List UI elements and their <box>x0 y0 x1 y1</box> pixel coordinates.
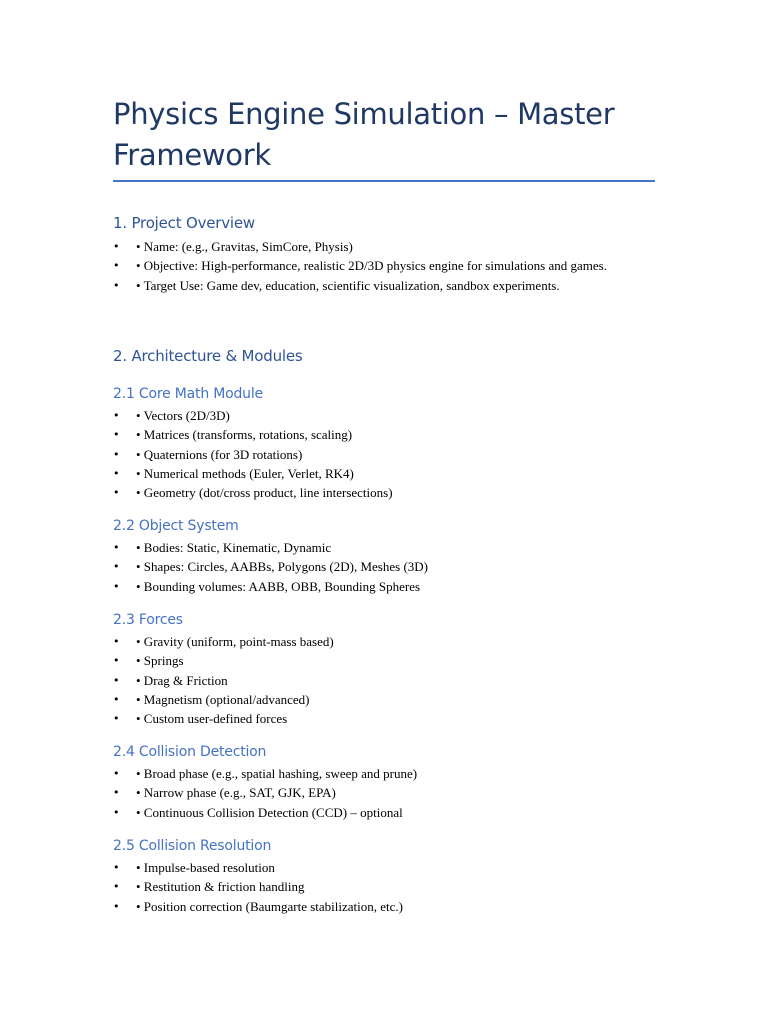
bullet-icon: • <box>113 712 120 726</box>
bullet-icon: • <box>113 579 120 593</box>
bullet-icon: • <box>113 409 120 422</box>
list-item <box>113 764 633 783</box>
list-item <box>113 237 633 256</box>
bullet-icon: • <box>113 278 120 292</box>
bullet-icon: • <box>113 673 120 687</box>
list-item-text: • Position correction (Baumgarte stabilization, etc.) <box>136 898 404 914</box>
list-item <box>113 877 633 896</box>
title-underline <box>113 180 655 182</box>
list-item <box>113 256 633 275</box>
list-item <box>113 690 633 709</box>
subsection-heading-object-system: 2.2 Object System <box>113 518 239 534</box>
bullet-icon: • <box>113 635 120 648</box>
section-heading-project-overview: 1. Project Overview <box>113 214 255 232</box>
list-item <box>113 577 633 596</box>
list-item-text: • Shapes: Circles, AABBs, Polygons (2D), Meshes (3D) <box>136 559 428 575</box>
list-item-text: • Broad phase (e.g., spatial hashing, sweep and prune) <box>136 766 418 781</box>
list-item <box>113 897 633 916</box>
bullet-icon: • <box>113 541 120 554</box>
list-item-text: • Name: (e.g., Gravitas, SimCore, Physis) <box>136 239 353 254</box>
list-item <box>113 651 633 670</box>
bullet-icon: • <box>113 240 120 253</box>
collision-detection-list <box>113 764 633 822</box>
bullet-icon: • <box>113 654 120 668</box>
bullet-icon: • <box>113 880 120 894</box>
list-item-text: • Numerical methods (Euler, Verlet, RK4) <box>136 465 354 481</box>
list-item-text: • Bodies: Static, Kinematic, Dynamic <box>136 540 332 555</box>
list-item <box>113 483 633 502</box>
list-item-text: • Target Use: Game dev, education, scientific visualization, sandbox experiments. <box>136 277 560 293</box>
list-item-text: • Bounding volumes: AABB, OBB, Bounding Spheres <box>136 578 421 594</box>
subsection-heading-collision-resolution: 2.5 Collision Resolution <box>113 838 272 854</box>
list-item-text: • Matrices (transforms, rotations, scaling) <box>136 427 353 443</box>
list-item <box>113 464 633 483</box>
list-item <box>113 276 633 295</box>
bullet-icon: • <box>113 767 120 780</box>
section-heading-architecture: 2. Architecture & Modules <box>113 347 303 365</box>
bullet-icon: • <box>113 692 120 706</box>
document-title: Physics Engine Simulation – Master Framework <box>113 97 615 172</box>
bullet-icon: • <box>113 899 120 913</box>
list-item-text: • Objective: High-performance, realistic 2D/3D physics engine for simulations and games. <box>136 258 607 274</box>
list-item-text: • Geometry (dot/cross product, line intersections) <box>136 485 393 501</box>
bullet-icon: • <box>113 486 120 500</box>
list-item <box>113 803 633 822</box>
list-item <box>113 445 633 464</box>
list-item-text: • Custom user-defined forces <box>136 711 288 727</box>
bullet-icon: • <box>113 861 120 874</box>
bullet-icon: • <box>113 447 120 461</box>
subsection-heading-collision-detection: 2.4 Collision Detection <box>113 744 267 760</box>
list-item-text: • Quaternions (for 3D rotations) <box>136 446 303 462</box>
list-item-text: • Impulse-based resolution <box>136 860 275 875</box>
list-item <box>113 858 633 877</box>
bullet-icon: • <box>113 805 120 819</box>
list-item <box>113 557 633 576</box>
bullet-icon: • <box>113 786 120 800</box>
subsection-heading-forces: 2.3 Forces <box>113 612 183 628</box>
list-item <box>113 709 633 728</box>
list-item <box>113 538 633 557</box>
bullet-icon: • <box>113 560 120 574</box>
list-item-text: • Narrow phase (e.g., SAT, GJK, EPA) <box>136 785 336 801</box>
core-math-list <box>113 406 633 502</box>
list-item-text: • Drag & Friction <box>136 672 228 688</box>
list-item-text: • Magnetism (optional/advanced) <box>136 691 310 707</box>
subsection-heading-core-math: 2.1 Core Math Module <box>113 386 263 402</box>
bullet-icon: • <box>113 259 120 273</box>
collision-resolution-list <box>113 858 633 916</box>
forces-list <box>113 632 633 728</box>
list-item-text: • Gravity (uniform, point-mass based) <box>136 634 334 649</box>
list-item <box>113 425 633 444</box>
list-item <box>113 671 633 690</box>
bullet-icon: • <box>113 466 120 480</box>
list-item <box>113 632 633 651</box>
list-item-text: • Springs <box>136 653 184 669</box>
list-item-text: • Vectors (2D/3D) <box>136 408 230 423</box>
bullet-icon: • <box>113 428 120 442</box>
list-item <box>113 406 633 425</box>
project-overview-list <box>113 237 633 295</box>
list-item-text: • Continuous Collision Detection (CCD) – optional <box>136 804 403 820</box>
object-system-list <box>113 538 633 596</box>
list-item-text: • Restitution & friction handling <box>136 879 305 895</box>
list-item <box>113 783 633 802</box>
